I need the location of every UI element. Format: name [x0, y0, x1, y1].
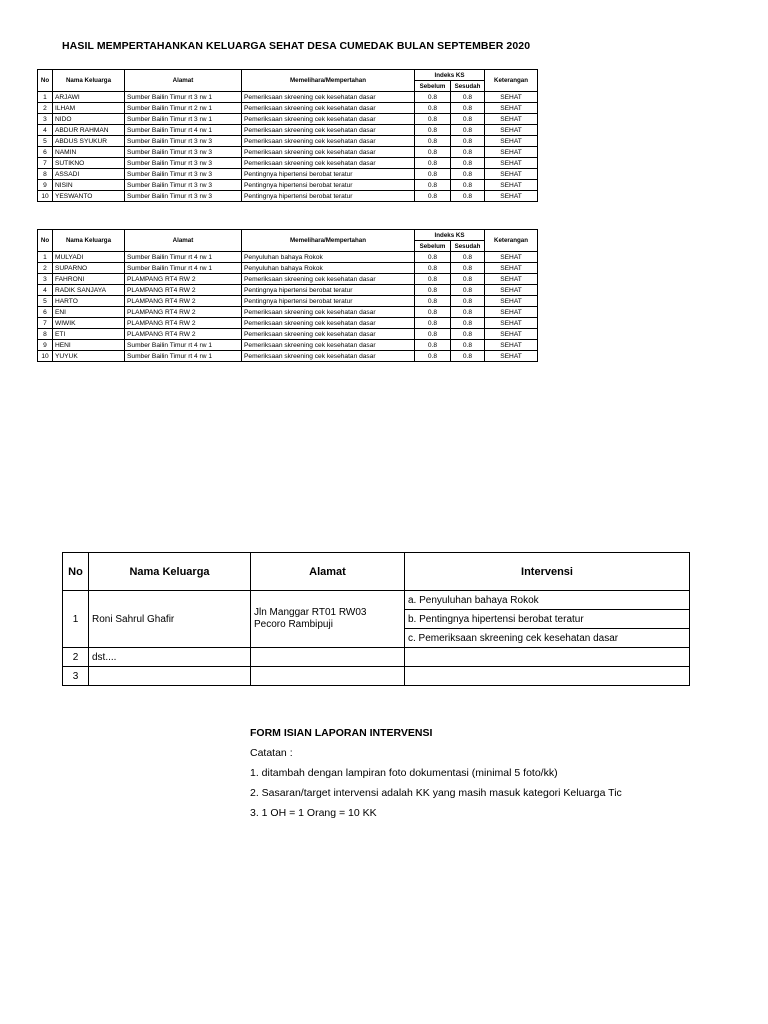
document-title: HASIL MEMPERTAHANKAN KELUARGA SEHAT DESA CUMEDAK BULAN SEPTEMBER 2020 — [62, 40, 531, 52]
cell-sesudah: 0.8 — [451, 180, 485, 191]
cell-kegiatan: Pemeriksaan skreening cek kesehatan dasar — [242, 340, 415, 351]
table-row — [38, 340, 538, 351]
cell-sebelum: 0.8 — [415, 274, 451, 285]
cell-no: 4 — [38, 285, 53, 296]
cell-sesudah: 0.8 — [451, 147, 485, 158]
header-nama-keluarga: Nama Keluarga — [53, 70, 125, 92]
cell-sesudah: 0.8 — [451, 296, 485, 307]
cell-nama: ENI — [53, 307, 125, 318]
header-alamat: Alamat — [125, 230, 242, 252]
cell-sesudah: 0.8 — [451, 329, 485, 340]
cell-nama: HARTO — [53, 296, 125, 307]
header-sesudah: Sesudah — [451, 81, 485, 92]
cell-sebelum: 0.8 — [415, 252, 451, 263]
cell-ket: SEHAT — [485, 125, 538, 136]
cell-sesudah: 0.8 — [451, 318, 485, 329]
cell-sebelum: 0.8 — [415, 125, 451, 136]
cell-sesudah: 0.8 — [451, 252, 485, 263]
cell-sebelum: 0.8 — [415, 169, 451, 180]
table-1-body — [38, 92, 538, 202]
cell-no: 4 — [38, 125, 53, 136]
cell-sesudah: 0.8 — [451, 307, 485, 318]
form-row3-alamat — [251, 667, 405, 686]
cell-alamat: Sumber Bailin Timur rt 3 rw 3 — [125, 191, 242, 202]
family-table-1 — [37, 69, 538, 202]
form-row1-alamat-line2: Pecoro Rambipuji — [254, 619, 333, 630]
cell-alamat: Sumber Bailin Timur rt 4 rw 1 — [125, 125, 242, 136]
cell-no: 3 — [38, 274, 53, 285]
form-header-alamat: Alamat — [251, 553, 405, 591]
form-row3-nama — [89, 667, 251, 686]
cell-sebelum: 0.8 — [415, 296, 451, 307]
cell-nama: NISIN — [53, 180, 125, 191]
cell-alamat: Sumber Bailin Timur rt 3 rw 3 — [125, 147, 242, 158]
cell-nama: YESWANTO — [53, 191, 125, 202]
cell-no: 5 — [38, 296, 53, 307]
form-row1-intervensi-b: b. Pentingnya hipertensi berobat teratur — [405, 610, 690, 629]
cell-kegiatan: Pemeriksaan skreening cek kesehatan dasar — [242, 158, 415, 169]
table-row — [38, 92, 538, 103]
cell-ket: SEHAT — [485, 180, 538, 191]
cell-ket: SEHAT — [485, 307, 538, 318]
cell-ket: SEHAT — [485, 147, 538, 158]
cell-sesudah: 0.8 — [451, 125, 485, 136]
cell-ket: SEHAT — [485, 92, 538, 103]
cell-kegiatan: Pemeriksaan skreening cek kesehatan dasar — [242, 318, 415, 329]
cell-no: 9 — [38, 180, 53, 191]
cell-alamat: PLAMPANG RT4 RW 2 — [125, 296, 242, 307]
cell-nama: MULYADI — [53, 252, 125, 263]
cell-ket: SEHAT — [485, 340, 538, 351]
cell-alamat: Sumber Bailin Timur rt 3 rw 3 — [125, 136, 242, 147]
cell-sesudah: 0.8 — [451, 191, 485, 202]
cell-sebelum: 0.8 — [415, 180, 451, 191]
cell-kegiatan: Pemeriksaan skreening cek kesehatan dasar — [242, 307, 415, 318]
cell-alamat: Sumber Bailin Timur rt 4 rw 1 — [125, 263, 242, 274]
cell-sesudah: 0.8 — [451, 285, 485, 296]
cell-nama: YUYUK — [53, 351, 125, 362]
cell-nama: WIWIK — [53, 318, 125, 329]
cell-no: 1 — [38, 252, 53, 263]
header-memelihara: Memelihara/Mempertahan — [242, 230, 415, 252]
cell-kegiatan: Pentingnya hipertensi berobat teratur — [242, 296, 415, 307]
cell-kegiatan: Pemeriksaan skreening cek kesehatan dasar — [242, 103, 415, 114]
notes-section — [250, 723, 690, 823]
cell-no: 6 — [38, 307, 53, 318]
notes-catatan: Catatan : — [250, 747, 293, 759]
cell-ket: SEHAT — [485, 114, 538, 125]
cell-sebelum: 0.8 — [415, 147, 451, 158]
cell-ket: SEHAT — [485, 252, 538, 263]
cell-sesudah: 0.8 — [451, 136, 485, 147]
cell-ket: SEHAT — [485, 191, 538, 202]
cell-alamat: Sumber Bailin Timur rt 3 rw 3 — [125, 158, 242, 169]
form-row1-nama: Roni Sahrul Ghafir — [89, 591, 251, 648]
form-header-no: No — [63, 553, 89, 591]
cell-no: 6 — [38, 147, 53, 158]
table-row — [38, 307, 538, 318]
cell-nama: RADIK SANJAYA — [53, 285, 125, 296]
table-row — [38, 147, 538, 158]
header-keterangan: Keterangan — [485, 70, 538, 92]
cell-no: 8 — [38, 329, 53, 340]
cell-ket: SEHAT — [485, 169, 538, 180]
cell-ket: SEHAT — [485, 329, 538, 340]
cell-ket: SEHAT — [485, 318, 538, 329]
cell-nama: ABDUS SYUKUR — [53, 136, 125, 147]
table-row — [38, 263, 538, 274]
table-row — [38, 318, 538, 329]
cell-kegiatan: Pentingnya hipertensi berobat teratur — [242, 285, 415, 296]
cell-no: 2 — [38, 103, 53, 114]
cell-ket: SEHAT — [485, 263, 538, 274]
header-sebelum: Sebelum — [415, 241, 451, 252]
cell-no: 3 — [38, 114, 53, 125]
cell-alamat: PLAMPANG RT4 RW 2 — [125, 274, 242, 285]
cell-sebelum: 0.8 — [415, 263, 451, 274]
header-sesudah: Sesudah — [451, 241, 485, 252]
cell-sesudah: 0.8 — [451, 114, 485, 125]
form-row3-intervensi — [405, 667, 690, 686]
table-row — [38, 274, 538, 285]
header-alamat: Alamat — [125, 70, 242, 92]
form-row2-nama: dst.... — [89, 648, 251, 667]
intervention-form-table — [62, 552, 690, 686]
cell-no: 7 — [38, 158, 53, 169]
cell-alamat: Sumber Bailin Timur rt 4 rw 1 — [125, 252, 242, 263]
notes-item-3: 3. 1 OH = 1 Orang = 10 KK — [250, 807, 377, 819]
cell-alamat: Sumber Bailin Timur rt 4 rw 1 — [125, 340, 242, 351]
cell-kegiatan: Penyuluhan bahaya Rokok — [242, 263, 415, 274]
cell-sebelum: 0.8 — [415, 114, 451, 125]
cell-ket: SEHAT — [485, 285, 538, 296]
cell-sesudah: 0.8 — [451, 351, 485, 362]
cell-nama: NAMIN — [53, 147, 125, 158]
cell-sebelum: 0.8 — [415, 318, 451, 329]
table-row — [38, 296, 538, 307]
cell-alamat: Sumber Bailin Timur rt 3 rw 3 — [125, 169, 242, 180]
cell-no: 1 — [38, 92, 53, 103]
cell-sesudah: 0.8 — [451, 340, 485, 351]
cell-sebelum: 0.8 — [415, 351, 451, 362]
cell-sesudah: 0.8 — [451, 103, 485, 114]
family-table-2 — [37, 229, 538, 362]
form-row1-intervensi-a: a. Penyuluhan bahaya Rokok — [405, 591, 690, 610]
cell-sebelum: 0.8 — [415, 285, 451, 296]
table-2-body — [38, 252, 538, 362]
cell-sebelum: 0.8 — [415, 307, 451, 318]
table-row — [38, 285, 538, 296]
notes-title: FORM ISIAN LAPORAN INTERVENSI — [250, 727, 433, 739]
cell-nama: ASSADI — [53, 169, 125, 180]
cell-sesudah: 0.8 — [451, 274, 485, 285]
form-header-intervensi: Intervensi — [405, 553, 690, 591]
cell-no: 7 — [38, 318, 53, 329]
cell-nama: FAHRONI — [53, 274, 125, 285]
cell-no: 10 — [38, 351, 53, 362]
cell-no: 8 — [38, 169, 53, 180]
cell-kegiatan: Pemeriksaan skreening cek kesehatan dasar — [242, 136, 415, 147]
cell-sebelum: 0.8 — [415, 191, 451, 202]
form-row2-alamat — [251, 648, 405, 667]
cell-sesudah: 0.8 — [451, 158, 485, 169]
table-row — [38, 191, 538, 202]
notes-item-2: 2. Sasaran/target intervensi adalah KK yang masih masuk kategori Keluarga Tic — [250, 787, 622, 799]
cell-sebelum: 0.8 — [415, 136, 451, 147]
table-row — [38, 125, 538, 136]
cell-alamat: PLAMPANG RT4 RW 2 — [125, 285, 242, 296]
table-row — [38, 351, 538, 362]
cell-alamat: PLAMPANG RT4 RW 2 — [125, 329, 242, 340]
header-memelihara: Memelihara/Mempertahan — [242, 70, 415, 92]
cell-no: 2 — [38, 263, 53, 274]
table-row — [38, 114, 538, 125]
form-row3-no: 3 — [63, 667, 89, 686]
cell-nama: ABDUR RAHMAN — [53, 125, 125, 136]
form-row1-alamat-line1: Jln Manggar RT01 RW03 — [254, 607, 367, 618]
table-row — [38, 329, 538, 340]
table-row — [38, 169, 538, 180]
table-row — [38, 136, 538, 147]
cell-nama: ETI — [53, 329, 125, 340]
cell-kegiatan: Pemeriksaan skreening cek kesehatan dasar — [242, 92, 415, 103]
cell-sesudah: 0.8 — [451, 263, 485, 274]
header-indeks-ks: Indeks KS — [415, 70, 485, 81]
cell-no: 9 — [38, 340, 53, 351]
cell-kegiatan: Penyuluhan bahaya Rokok — [242, 252, 415, 263]
cell-kegiatan: Pemeriksaan skreening cek kesehatan dasar — [242, 147, 415, 158]
cell-alamat: Sumber Bailin Timur rt 3 rw 3 — [125, 180, 242, 191]
cell-ket: SEHAT — [485, 296, 538, 307]
form-row2-intervensi — [405, 648, 690, 667]
cell-alamat: Sumber Bailin Timur rt 3 rw 1 — [125, 92, 242, 103]
header-no: No — [38, 230, 53, 252]
table-row — [38, 158, 538, 169]
cell-nama: ILHAM — [53, 103, 125, 114]
cell-kegiatan: Pemeriksaan skreening cek kesehatan dasar — [242, 351, 415, 362]
cell-no: 5 — [38, 136, 53, 147]
cell-sebelum: 0.8 — [415, 329, 451, 340]
cell-alamat: PLAMPANG RT4 RW 2 — [125, 318, 242, 329]
table-row — [38, 103, 538, 114]
form-row2-no: 2 — [63, 648, 89, 667]
cell-alamat: Sumber Bailin Timur rt 2 rw 1 — [125, 103, 242, 114]
cell-sesudah: 0.8 — [451, 169, 485, 180]
cell-sebelum: 0.8 — [415, 158, 451, 169]
cell-sebelum: 0.8 — [415, 92, 451, 103]
form-row1-alamat — [251, 591, 405, 648]
cell-nama: ARJAWI — [53, 92, 125, 103]
cell-no: 10 — [38, 191, 53, 202]
cell-kegiatan: Pentingnya hipertensi berobat teratur — [242, 180, 415, 191]
header-no: No — [38, 70, 53, 92]
cell-sesudah: 0.8 — [451, 92, 485, 103]
cell-kegiatan: Pemeriksaan skreening cek kesehatan dasar — [242, 329, 415, 340]
header-keterangan: Keterangan — [485, 230, 538, 252]
cell-kegiatan: Pemeriksaan skreening cek kesehatan dasar — [242, 274, 415, 285]
cell-ket: SEHAT — [485, 351, 538, 362]
header-indeks-ks: Indeks KS — [415, 230, 485, 241]
cell-alamat: Sumber Bailin Timur rt 3 rw 1 — [125, 114, 242, 125]
cell-nama: NIDO — [53, 114, 125, 125]
form-row1-no: 1 — [63, 591, 89, 648]
cell-ket: SEHAT — [485, 158, 538, 169]
cell-nama: SUTIKNO — [53, 158, 125, 169]
cell-ket: SEHAT — [485, 274, 538, 285]
cell-nama: HENI — [53, 340, 125, 351]
cell-sebelum: 0.8 — [415, 340, 451, 351]
header-nama-keluarga: Nama Keluarga — [53, 230, 125, 252]
header-sebelum: Sebelum — [415, 81, 451, 92]
cell-alamat: Sumber Bailin Timur rt 4 rw 1 — [125, 351, 242, 362]
form-header-nama: Nama Keluarga — [89, 553, 251, 591]
cell-nama: SUPARNO — [53, 263, 125, 274]
form-row1-intervensi-c: c. Pemeriksaan skreening cek kesehatan dasar — [405, 629, 690, 648]
notes-item-1: 1. ditambah dengan lampiran foto dokumentasi (minimal 5 foto/kk) — [250, 767, 558, 779]
cell-kegiatan: Pentingnya hipertensi berobat teratur — [242, 191, 415, 202]
cell-ket: SEHAT — [485, 103, 538, 114]
cell-kegiatan: Pemeriksaan skreening cek kesehatan dasar — [242, 125, 415, 136]
cell-sebelum: 0.8 — [415, 103, 451, 114]
cell-kegiatan: Pemeriksaan skreening cek kesehatan dasar — [242, 114, 415, 125]
table-row — [38, 180, 538, 191]
table-row — [38, 252, 538, 263]
cell-ket: SEHAT — [485, 136, 538, 147]
cell-alamat: PLAMPANG RT4 RW 2 — [125, 307, 242, 318]
cell-kegiatan: Pentingnya hipertensi berobat teratur — [242, 169, 415, 180]
